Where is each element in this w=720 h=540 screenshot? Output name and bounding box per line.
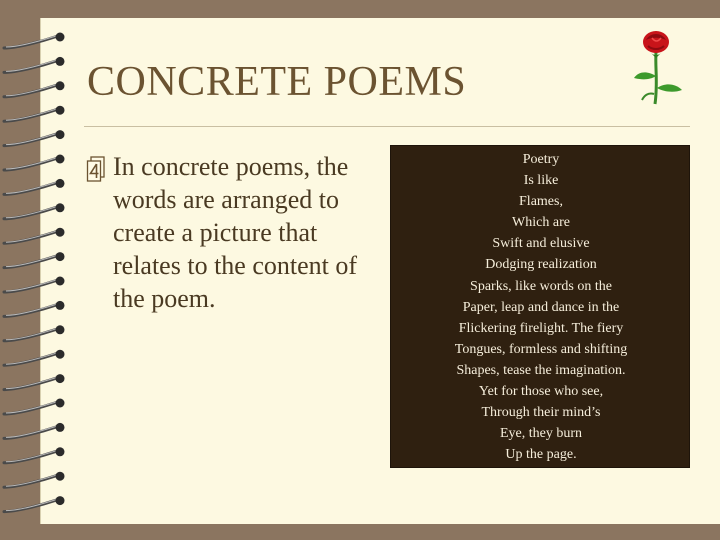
poem-line: Eye, they burn bbox=[499, 426, 583, 442]
poem-line: Through their mind’s bbox=[481, 405, 601, 421]
poem-line: Yet for those who see, bbox=[478, 384, 604, 400]
bullet-text: In concrete poems, the words are arranged to create a picture that relates to the content of the poem. bbox=[113, 152, 358, 313]
poem-line: Poetry bbox=[522, 152, 560, 167]
numbered-box-4-icon bbox=[86, 156, 106, 182]
title-divider bbox=[84, 126, 690, 127]
poem-line: Is like bbox=[523, 173, 559, 189]
poem-line: Shapes, tease the imagination. bbox=[456, 362, 626, 378]
slide-title: CONCRETE POEMS bbox=[87, 59, 467, 105]
poem-line: Flickering firelight. The fiery bbox=[458, 320, 624, 336]
poem-line: Which are bbox=[512, 215, 570, 231]
poem-line: Sparks, like words on the bbox=[470, 278, 612, 294]
poem-line: Flames, bbox=[519, 194, 563, 210]
concrete-poem-box bbox=[390, 145, 690, 468]
rose-icon bbox=[628, 28, 686, 108]
poem-text bbox=[391, 149, 691, 465]
poem-line: Tongues, formless and shifting bbox=[454, 341, 628, 357]
poem-line: Paper, leap and dance in the bbox=[462, 299, 620, 315]
poem-line: Swift and elusive bbox=[492, 236, 590, 252]
poem-line: Up the page. bbox=[505, 447, 577, 463]
poem-line: Dodging realization bbox=[485, 257, 597, 273]
